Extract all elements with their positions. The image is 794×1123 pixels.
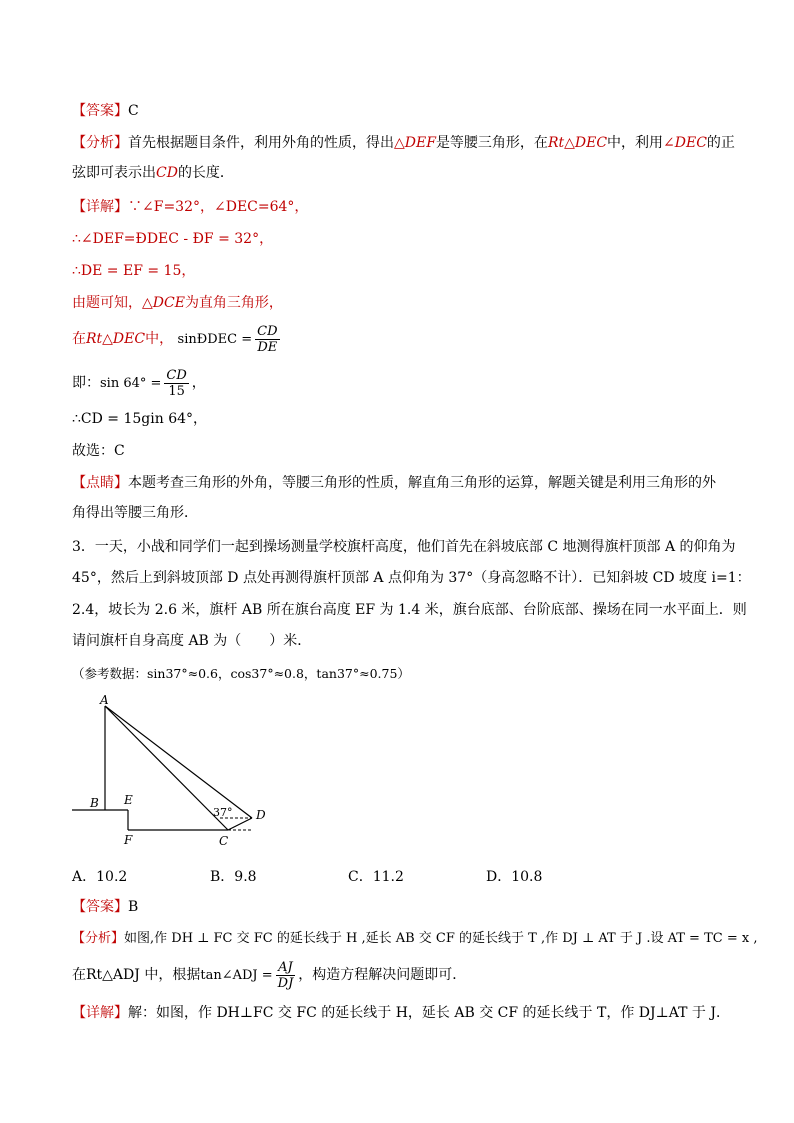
analysis-text: 是等腰三角形，在 [435, 135, 548, 151]
step3-text: 由题可知， [72, 295, 142, 311]
detail3-text: 解：如图，作 DH⊥FC 交 FC 的延长线于 H，延长 AB 交 CF 的延长线于 T，作 DJ⊥AT 于 J． [128, 1005, 730, 1021]
detail-step-1: ∴∠DEF=ÐDEC - ÐF = 32°， [72, 231, 274, 247]
reference-data: （参考数据：sin37°≈0.6，cos37°≈0.8，tan37°≈0.75） [72, 666, 410, 681]
label-f: F [124, 833, 133, 847]
fraction-aj-dj [276, 960, 296, 991]
step5-text: ， [191, 375, 206, 391]
detail-step-5 [72, 366, 206, 401]
math-sin-dec: sinÐDEC = [177, 332, 253, 347]
detail-line-given [72, 198, 308, 216]
step3-text: 为直角三角形， [184, 295, 283, 311]
analysis-line-2 [72, 164, 234, 182]
step5-text: 即： [72, 375, 100, 391]
answer-value: C [128, 103, 139, 119]
step4-text: 在 [72, 331, 86, 347]
comment-line-1 [72, 474, 716, 492]
detail-choose: 故选：C [72, 443, 125, 459]
fraction-denominator: DE [257, 339, 278, 355]
math-sin-64: sin 64° = [100, 376, 162, 391]
analysis3-line-1 [72, 930, 757, 948]
fraction-cd-de [255, 324, 279, 355]
detail-step-3 [72, 294, 283, 312]
analysis3-line-2 [72, 958, 466, 993]
choice-letter: C． [348, 869, 373, 885]
question-line-3: 2.4，坡长为 2.6 米，旗杆 AB 所在旗台高度 EF 为 1.4 米，旗台底部、台阶底部、操场在同一水平面上．则 [72, 602, 747, 618]
analysis-text: 的长度． [177, 165, 234, 181]
label-angle-37: 37° [213, 806, 233, 819]
comment-text: 本题考查三角形的外角，等腰三角形的性质，解直角三角形的运算，解题关键是利用三角形的外 [128, 475, 716, 491]
choice-value: 10.2 [96, 869, 128, 885]
analysis-label: 【分析】 [72, 135, 128, 151]
choice-c [348, 866, 404, 886]
detail3-line [72, 1004, 730, 1022]
question-line-4: 请问旗杆自身高度 AB 为（ ）米． [72, 633, 312, 649]
detail-given: ∵∠F=32°，∠DEC=64°， [128, 199, 309, 215]
answer-label: 【答案】 [72, 103, 128, 119]
answer-line-1 [72, 102, 139, 120]
analysis-text: 中，利用 [607, 135, 664, 151]
detail-step-2: ∴DE = EF = 15， [72, 263, 196, 279]
geometry-figure [60, 692, 280, 852]
analysis3-text: ，构造方程解决问题即可． [298, 967, 467, 983]
analysis3-text: 在Rt△ADJ 中，根据 [72, 967, 201, 983]
math-angle-dec: ∠DEC [663, 135, 707, 151]
choice-letter: D． [486, 869, 512, 885]
math-cd: CD [156, 165, 178, 181]
math-rt-dec: Rt△DEC [547, 135, 608, 151]
math-rt-dec-2: Rt△DEC [86, 331, 146, 347]
answer-label: 【答案】 [72, 899, 128, 915]
detail-step-6: ∴CD = 15gin 64°， [72, 411, 208, 427]
question-line-2: 45°，然后上到斜坡顶部 D 点处再测得旗杆顶部 A 点仰角为 37°（身高忽略不计）．已知斜坡 CD 坡度 i=1： [72, 570, 751, 586]
math-tri-def: △DEF [394, 135, 436, 151]
choice-letter: A． [72, 869, 97, 885]
fraction-numerator: AJ [276, 960, 296, 976]
detail-label: 【详解】 [72, 1005, 128, 1021]
question-line-1: 3．一天，小战和同学们一起到操场测量学校旗杆高度，他们首先在斜坡底部 C 地测得旗杆顶部 A 的仰角为 [72, 539, 736, 555]
fraction-denominator: 15 [168, 383, 185, 399]
detail-step-4 [72, 322, 283, 357]
comment-label: 【点睛】 [72, 475, 128, 491]
label-e: E [124, 793, 133, 807]
answer-line-3 [72, 898, 138, 916]
fraction-numerator: CD [166, 367, 187, 383]
fraction-cd-15 [164, 368, 188, 399]
label-c: C [219, 834, 229, 848]
analysis-text: 的正 [706, 135, 735, 151]
choice-b [210, 866, 257, 886]
answer-value: B [128, 899, 139, 915]
comment-line-2: 角得出等腰三角形． [72, 505, 198, 521]
analysis3-text: 如图,作 DH ⊥ FC 交 FC 的延长线于 H ,延长 AB 交 CF 的延长线于 T ,作 DJ ⊥ AT 于 J .设 AT = TC = x , [124, 931, 758, 946]
choice-d [486, 866, 542, 886]
label-d: D [256, 808, 266, 822]
choice-value: 9.8 [234, 869, 257, 885]
analysis-line-1 [72, 134, 735, 152]
fraction-denominator: DJ [277, 975, 294, 991]
math-tri-dce: △DCE [142, 295, 185, 311]
step4-text: 中， [145, 331, 174, 347]
label-a: A [100, 693, 109, 707]
choice-value: 10.8 [511, 869, 543, 885]
analysis-text: 首先根据题目条件，利用外角的性质，得出 [128, 135, 394, 151]
sightline-ac [105, 706, 228, 830]
slope-cd [228, 818, 252, 830]
label-b: B [90, 796, 99, 810]
analysis-label: 【分析】 [72, 931, 125, 946]
choice-a [72, 866, 127, 886]
choice-value: 11.2 [372, 869, 404, 885]
detail-label: 【详解】 [72, 199, 128, 215]
fraction-numerator: CD [257, 323, 278, 339]
choice-letter: B． [210, 869, 235, 885]
math-tan-adj: tan∠ADJ = [200, 968, 273, 983]
analysis-text: 弦即可表示出 [72, 165, 156, 181]
